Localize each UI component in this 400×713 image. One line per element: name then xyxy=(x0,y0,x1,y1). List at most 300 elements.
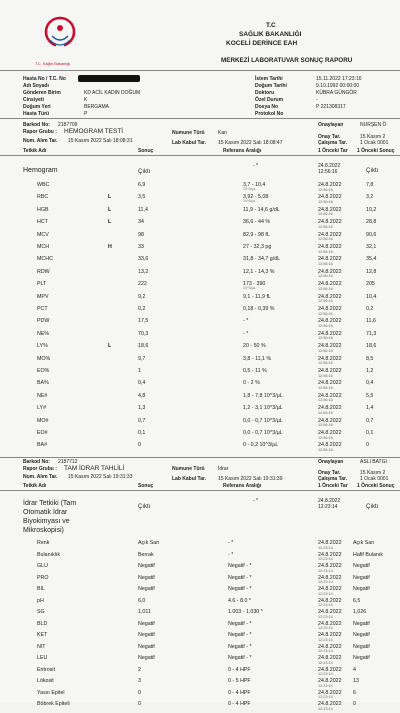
table-row xyxy=(0,343,400,355)
prev-result: Negatif xyxy=(353,620,370,627)
prev-result: 0 xyxy=(353,701,356,707)
reference-range: Negatif - * xyxy=(228,655,252,661)
table-row xyxy=(0,667,400,679)
accept-date-label: Num. Alım Tar. xyxy=(23,138,58,144)
table-row xyxy=(0,318,400,330)
barcode-value: 2187712 xyxy=(58,459,78,465)
lab-date-value: 15 Kasım 2022 Salı 18:08:47 xyxy=(218,140,283,146)
approve-date-label: Onay Tar. xyxy=(318,470,341,476)
sample-type-value: Kan xyxy=(218,130,227,136)
reference-range: 0,0 - 0,7 10^3/µL xyxy=(243,417,283,424)
table-row xyxy=(0,393,400,405)
col-prev-result: 1 Önceki Sonuç xyxy=(357,148,395,154)
table-row xyxy=(0,405,400,417)
test-result: 34 xyxy=(138,219,144,226)
hemogram-prev: Çıktı xyxy=(366,168,379,174)
barcode-label: Barkod No: xyxy=(23,122,50,128)
header-hospital: KOCELİ DERİNCE EAH xyxy=(226,40,298,47)
test-result: 0 xyxy=(138,689,141,696)
prev-date: 24.8.2022 xyxy=(318,540,342,546)
col-prev-date: 1 Önceki Tar xyxy=(318,483,348,489)
lab-date-value: 15 Kasım 2022 Salı 19:31:39 xyxy=(218,476,283,482)
test-result: 0 xyxy=(138,701,141,707)
reference-unit: 10^6/µL xyxy=(243,199,256,204)
patient-type-label: Hasta Türü xyxy=(23,111,50,117)
test-result: 0,7 xyxy=(138,417,146,424)
work-date-value: 1 Ocak 0001 xyxy=(360,140,389,146)
sample-type-value: İdrar xyxy=(218,466,229,472)
prev-date: 24.8.2022 xyxy=(318,194,342,201)
prev-date: 24.8.2022 xyxy=(318,620,342,627)
prev-time: 12:56:16 xyxy=(318,237,333,242)
prev-result: 90,6 xyxy=(366,231,377,238)
prev-date: 24.8.2022 xyxy=(318,689,342,696)
prev-result: Negatif xyxy=(353,655,370,661)
abnormal-flag: L xyxy=(108,219,112,226)
prev-time: 12:23:14 xyxy=(318,557,333,561)
test-result: 13,2 xyxy=(138,268,149,275)
table-row xyxy=(0,540,400,552)
reference-range: 1,8 - 7,8 10^3/µL xyxy=(243,392,283,399)
hemogram-result: Çıktı xyxy=(138,169,151,175)
prev-result: Negatif xyxy=(353,632,370,638)
prev-date: 24.8.2022 xyxy=(318,551,342,558)
urine-time: 12:23:14 xyxy=(318,504,338,510)
prev-result: 1,2 xyxy=(366,368,374,374)
hemogram-ref: - * xyxy=(253,163,258,169)
reference-range: 36,6 - 44 % xyxy=(243,219,271,226)
prev-result: 6 xyxy=(353,689,356,696)
prev-result: Negatif xyxy=(353,643,370,650)
test-name: LY% xyxy=(37,343,48,350)
gender-value: K xyxy=(84,97,88,103)
reference-range: 1,2 - 3,1 10^3/µL xyxy=(243,405,283,412)
file-no-value: P 221308317 xyxy=(316,104,346,110)
reference-range: 27 - 32,3 pg xyxy=(243,244,272,250)
test-result: 2 xyxy=(138,666,141,673)
prev-time: 12:56:16 xyxy=(318,299,333,304)
prev-result: 28,8 xyxy=(366,219,377,226)
report-group-value: HEMOGRAM TESTİ xyxy=(64,128,124,135)
prev-date: 24.8.2022 xyxy=(318,586,342,592)
test-name: Böbrek Epiteli xyxy=(37,701,70,707)
prev-time: 12:23:14 xyxy=(318,649,333,653)
reference-range: 173 - 390 xyxy=(243,281,266,288)
prev-date: 24.8.2022 xyxy=(318,268,342,275)
test-name: BLD xyxy=(37,620,48,627)
prev-result: Negatif xyxy=(353,586,370,592)
patient-name-label: Adı Soyadı xyxy=(23,83,49,89)
test-result: Negatif xyxy=(138,586,155,592)
prev-date: 24.8.2022 xyxy=(318,380,342,387)
prev-result: 1,026 xyxy=(353,609,367,615)
gender-label: Cinsiyeti xyxy=(23,97,44,103)
prev-date: 24.8.2022 xyxy=(318,281,342,288)
prev-time: 12:23:14 xyxy=(318,545,333,550)
reference-range: 0,5 - 11 % xyxy=(243,368,267,374)
prev-date: 24.8.2022 xyxy=(318,293,342,300)
prev-time: 12:23:14 xyxy=(318,591,333,596)
prev-time: 12:23:14 xyxy=(318,695,333,699)
prev-time: 12:56:16 xyxy=(318,212,333,217)
prev-result: 3,2 xyxy=(366,194,374,201)
reference-range: 0,0 - 0,7 10^3/µL xyxy=(243,430,283,436)
test-result: 33,6 xyxy=(138,256,149,263)
urine-result: Çıktı xyxy=(138,504,151,510)
abnormal-flag: L xyxy=(108,194,112,201)
test-name: Bulanıklık xyxy=(37,551,60,558)
table-row xyxy=(0,182,400,194)
prev-date: 24.8.2022 xyxy=(318,318,342,325)
reference-range: 1.003 - 1.030 * xyxy=(228,609,263,615)
reference-range: - * xyxy=(243,318,249,325)
prev-date: 24.8.2022 xyxy=(318,206,342,213)
reference-range: 82,9 - 98 fL xyxy=(243,231,270,238)
prev-time: 12:56:16 xyxy=(318,286,333,291)
prev-result: 11,6 xyxy=(366,318,376,325)
test-result: 3 xyxy=(138,678,141,684)
table-row xyxy=(0,644,400,656)
reference-range: 0 - 5 HPF xyxy=(228,678,251,684)
test-name: BIL xyxy=(37,586,45,592)
approved-by-label: Onaylayan xyxy=(318,459,344,465)
test-name: BA# xyxy=(37,442,48,449)
prev-time: 12:23:14 xyxy=(318,683,333,688)
test-result: Negatif xyxy=(138,563,155,569)
urine-title-line4: Mikroskopisi) xyxy=(23,527,64,534)
col-prev-date: 1 Önceki Tar xyxy=(318,148,348,154)
prev-result: 8,5 xyxy=(366,355,374,362)
reference-range: 12,1 - 14,3 % xyxy=(243,268,275,275)
prev-time: 12:23:14 xyxy=(318,637,333,642)
hemogram-title: Hemogram xyxy=(23,167,58,174)
divider xyxy=(0,70,400,71)
table-row xyxy=(0,690,400,702)
col-prev-result: 1 Önceki Sonuç xyxy=(357,483,395,489)
table-row xyxy=(0,294,400,306)
table-row xyxy=(0,430,400,442)
prev-result: 10,2 xyxy=(366,206,377,213)
test-name: EO% xyxy=(37,368,50,374)
test-result: 17,5 xyxy=(138,318,149,325)
urine-title-line3: Biyokimyası ve xyxy=(23,518,70,525)
prev-time: 12:56:16 xyxy=(318,199,333,204)
abnormal-flag: H xyxy=(108,244,112,250)
test-name: PCT xyxy=(37,306,48,312)
barcode-value: 2187709 xyxy=(58,122,78,128)
col-result: Sonuç xyxy=(138,483,154,489)
reference-range: 11,9 - 14,6 g/dL xyxy=(243,206,280,213)
sample-type-label: Numune Türü xyxy=(172,466,205,472)
test-name: NE% xyxy=(37,330,50,337)
test-result: 0 xyxy=(138,442,141,449)
birthplace-label: Doğum Yeri xyxy=(23,104,51,110)
prev-date: 24.8.2022 xyxy=(318,574,342,581)
urine-title-line2: Otomatik İdrar xyxy=(23,509,68,516)
table-row xyxy=(0,368,400,380)
prev-date: 24.8.2022 xyxy=(318,306,342,312)
prev-time: 12:23:14 xyxy=(318,568,333,573)
divider xyxy=(0,490,400,491)
test-name: MPV xyxy=(37,293,49,300)
prev-time: 12:56:16 xyxy=(318,311,333,316)
test-result: 0,4 xyxy=(138,380,146,387)
prev-result: 32,1 xyxy=(366,244,377,250)
prev-date: 24.8.2022 xyxy=(318,256,342,263)
approve-date-label: Onay Tar. xyxy=(318,134,341,140)
prev-result: Hafif Bulanık xyxy=(353,551,384,558)
accept-date-label: Num. Alım Tar. xyxy=(23,474,58,480)
test-name: Eritrosit xyxy=(37,666,55,673)
reference-range: 9,1 - 11,9 fL xyxy=(243,293,271,300)
test-result: 222 xyxy=(138,281,147,288)
divider xyxy=(0,155,400,156)
abnormal-flag: L xyxy=(108,343,112,350)
test-result: 1,3 xyxy=(138,405,146,412)
reference-range: 0 - 2 % xyxy=(243,380,260,387)
reference-unit: 10^3/µL xyxy=(243,286,256,291)
protocol-no-label: Protokol No xyxy=(255,111,284,117)
lab-date-label: Lab Kabul Tar. xyxy=(172,476,207,482)
prev-result: 10,4 xyxy=(366,293,377,300)
reference-range: Negatif - * xyxy=(228,586,252,592)
prev-result: 12,8 xyxy=(366,268,377,275)
test-result: 6,0 xyxy=(138,597,146,604)
reference-range: 0 - 4 HPF xyxy=(228,689,251,696)
birthplace-value: BERGAMA xyxy=(84,104,110,110)
prev-date: 24.8.2022 xyxy=(318,442,342,449)
test-result: Negatif xyxy=(138,655,155,661)
test-result: 18,6 xyxy=(138,343,149,350)
prev-time: 12:56:16 xyxy=(318,348,333,353)
test-name: SG xyxy=(37,609,45,615)
reference-range: 0 - 4 HPF xyxy=(228,666,251,673)
test-result: Negatif xyxy=(138,574,155,581)
test-name: Lökosit xyxy=(37,678,54,684)
hemogram-date: 24.8.2022 xyxy=(318,163,341,169)
prev-time: 12:56:16 xyxy=(318,187,333,192)
test-result: 0,1 xyxy=(138,430,146,436)
prev-result: 7,8 xyxy=(366,182,374,188)
test-name: RDW xyxy=(37,268,50,275)
table-row xyxy=(0,442,400,454)
prev-result: 35,4 xyxy=(366,256,377,263)
prev-result: 13 xyxy=(353,678,359,684)
table-row xyxy=(0,256,400,268)
test-name: MO# xyxy=(37,417,49,424)
table-row xyxy=(0,418,400,430)
test-name: BA% xyxy=(37,380,49,387)
prev-time: 12:23:14 xyxy=(318,580,333,584)
col-result: Sonuç xyxy=(138,148,154,154)
test-result: Negatif xyxy=(138,632,155,638)
test-name: MO% xyxy=(37,355,51,362)
prev-date: 24.8.2022 xyxy=(318,643,342,650)
prev-result: 0,2 xyxy=(366,306,374,312)
test-result: 98 xyxy=(138,231,144,238)
test-result: 11,4 xyxy=(138,206,148,213)
reference-unit: 10^3/µL xyxy=(243,187,256,191)
special-status-label: Özel Durum xyxy=(255,97,284,103)
table-row xyxy=(0,380,400,392)
hemogram-time: 12:56:16 xyxy=(318,169,338,175)
report-group-value: TAM İDRAR TAHLİLİ xyxy=(64,465,125,472)
file-no-label: Dosya No xyxy=(255,104,279,110)
prev-date: 24.8.2022 xyxy=(318,343,342,350)
test-name: GLU xyxy=(37,563,48,569)
test-result: 0,2 xyxy=(138,306,146,312)
prev-time: 12:56:16 xyxy=(318,373,333,378)
prev-time: 12:23:14 xyxy=(318,603,333,607)
urine-prev: Çıktı xyxy=(366,504,379,510)
prev-result: 0,4 xyxy=(366,380,374,387)
prev-date: 24.8.2022 xyxy=(318,368,342,374)
divider xyxy=(0,457,400,458)
test-name: Yassı Epitel xyxy=(37,689,65,696)
ministry-logo-icon xyxy=(38,14,82,64)
prev-result: 5,5 xyxy=(366,392,374,399)
prev-time: 12:56:16 xyxy=(318,274,333,279)
accept-date-value: 15 Kasım 2022 Salı 18:08:31 xyxy=(68,138,133,144)
prev-date: 24.8.2022 xyxy=(318,219,342,226)
test-result: Berrak xyxy=(138,551,154,558)
table-row xyxy=(0,331,400,343)
report-group-label: Rapor Grubu : xyxy=(23,129,57,135)
test-result: 4,8 xyxy=(138,392,146,399)
urine-date: 24.8.2022 xyxy=(318,498,341,504)
reference-range: Negatif - * xyxy=(228,563,252,569)
test-result: 33 xyxy=(138,244,144,250)
test-name: EO# xyxy=(37,430,48,436)
prev-time: 12:56:16 xyxy=(318,447,333,452)
test-name: MCHC xyxy=(37,256,53,263)
test-result: 3,5 xyxy=(138,194,146,201)
prev-time: 12:56:16 xyxy=(318,261,333,266)
table-row xyxy=(0,678,400,690)
table-row xyxy=(0,194,400,206)
lab-date-label: Lab Kabul Tar. xyxy=(172,140,207,146)
request-date-value: 15.11.2022 17:23:16 xyxy=(316,76,362,82)
prev-date: 24.8.2022 xyxy=(318,563,342,569)
test-name: HCT xyxy=(37,219,48,226)
prev-time: 12:56:16 xyxy=(318,398,333,403)
test-result: Açık Sarı xyxy=(138,540,160,546)
prev-date: 24.8.2022 xyxy=(318,701,342,707)
table-row xyxy=(0,621,400,633)
approved-by-value: ASLI BATGI xyxy=(360,459,387,465)
prev-time: 12:23:14 xyxy=(318,706,333,711)
header-tc: T.C xyxy=(266,22,276,29)
prev-time: 12:56:16 xyxy=(318,361,333,366)
sender-unit-value: KD ACİL KADIN DOĞUM xyxy=(84,90,141,96)
test-name: Renk xyxy=(37,540,50,546)
header-ministry: SAĞLIK BAKANLIĞI xyxy=(239,31,302,38)
prev-time: 12:56:16 xyxy=(318,410,333,415)
prev-date: 24.8.2022 xyxy=(318,666,342,673)
col-test-name: Tetkik Adı xyxy=(23,483,47,489)
prev-date: 24.8.2022 xyxy=(318,417,342,424)
reference-range: 0 - 4 HPF xyxy=(228,701,251,707)
test-result: 70,3 xyxy=(138,330,149,337)
reference-range: - * xyxy=(228,540,234,546)
prev-date: 24.8.2022 xyxy=(318,231,342,238)
work-date-value: 1 Ocak 0001 xyxy=(360,476,389,482)
test-result: Negatif xyxy=(138,620,155,627)
prev-date: 24.8.2022 xyxy=(318,430,342,436)
prev-time: 12:56:16 xyxy=(318,435,333,440)
test-name: PRO xyxy=(37,574,49,581)
work-date-label: Çalışma Tar. xyxy=(318,140,348,146)
reference-range: Negatif - * xyxy=(228,620,252,627)
table-row xyxy=(0,269,400,281)
test-name: KET xyxy=(37,632,48,638)
birth-date-label: Doğum Tarihi xyxy=(255,83,287,89)
birth-date-value: 9.10.1992 00:00:00 xyxy=(316,83,360,89)
prev-date: 24.8.2022 xyxy=(318,182,342,188)
doctor-label: Doktoru xyxy=(255,90,275,96)
divider xyxy=(0,118,400,119)
test-result: 6,9 xyxy=(138,182,146,188)
test-name: LEU xyxy=(37,655,48,661)
table-row xyxy=(0,356,400,368)
prev-date: 24.8.2022 xyxy=(318,330,342,337)
prev-time: 12:56:16 xyxy=(318,423,333,428)
test-name: WBC xyxy=(37,182,50,188)
table-row xyxy=(0,281,400,293)
reference-range: 3,92 - 5,08 xyxy=(243,194,269,201)
reference-range: 31,8 - 34,7 g/dL xyxy=(243,256,281,263)
urine-title-line1: İdrar Tetkiki (Tam xyxy=(23,500,77,507)
prev-date: 24.8.2022 xyxy=(318,244,342,250)
table-row xyxy=(0,563,400,575)
reference-range: Negatif - * xyxy=(228,632,252,638)
accept-date-value: 15 Kasım 2022 Salı 19:31:33 xyxy=(68,474,133,480)
prev-date: 24.8.2022 xyxy=(318,609,342,615)
logo-caption: T.C. Sağlık Bakanlığı xyxy=(35,62,71,66)
prev-date: 24.8.2022 xyxy=(318,655,342,661)
prev-time: 12:23:14 xyxy=(318,660,333,665)
test-name: PLT xyxy=(37,281,47,288)
prev-time: 12:23:14 xyxy=(318,626,333,630)
barcode-label: Barkod No: xyxy=(23,459,50,465)
request-date-label: İstem Tarihi xyxy=(255,76,283,82)
prev-time: 12:23:14 xyxy=(318,672,333,676)
prev-time: 12:23:14 xyxy=(318,614,333,619)
special-status-value: - xyxy=(316,97,318,103)
test-name: NE# xyxy=(37,392,48,399)
table-row xyxy=(0,244,400,256)
test-name: pH xyxy=(37,597,44,604)
table-row xyxy=(0,632,400,644)
test-name: MCV xyxy=(37,231,49,238)
table-row xyxy=(0,575,400,587)
sample-type-label: Numune Türü xyxy=(172,130,205,136)
test-name: RBC xyxy=(37,194,49,201)
patient-type-value: P xyxy=(84,111,88,117)
table-row xyxy=(0,552,400,564)
patient-no-label: Hasta No / T.C. No xyxy=(23,76,66,82)
test-name: LY# xyxy=(37,405,47,412)
prev-result: Açık Sarı xyxy=(353,540,375,546)
redacted-patient-no xyxy=(78,75,140,82)
prev-date: 24.8.2022 xyxy=(318,405,342,412)
abnormal-flag: L xyxy=(108,206,112,213)
prev-result: Negatif xyxy=(353,574,370,581)
test-result: 9,7 xyxy=(138,355,146,362)
reference-range: - * xyxy=(243,330,249,337)
test-name: HGB xyxy=(37,206,49,213)
prev-time: 12:56:16 xyxy=(318,224,333,229)
